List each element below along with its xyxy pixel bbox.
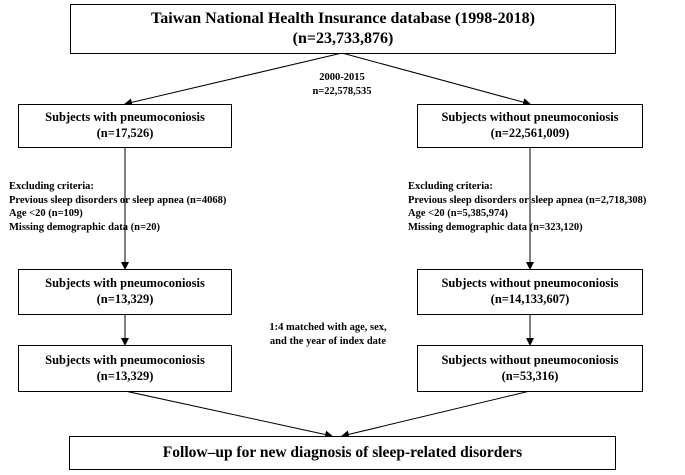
matching-note-line1: 1:4 matched with age, sex, (269, 322, 387, 333)
right-box-2-line1: Subjects without pneumoconiosis (441, 276, 619, 291)
arrow-left-box3-to-bottom (125, 391, 332, 436)
left-exclusion-line1: Previous sleep disorders or sleep apnea (n=4068) (9, 194, 227, 206)
right-exclusion-criteria (408, 180, 646, 235)
left-box-3 (18, 345, 232, 392)
left-box-2-line1: Subjects with pneumoconiosis (45, 276, 205, 291)
left-box-1-line1: Subjects with pneumoconiosis (45, 110, 205, 125)
left-box-2 (18, 269, 232, 315)
bottom-box-line1: Follow–up for new diagnosis of sleep-related disorders (162, 444, 523, 462)
right-box-3-line2: (n=53,316) (501, 368, 559, 383)
right-box-1-line1: Subjects without pneumoconiosis (441, 110, 619, 125)
bottom-box-follow-up (69, 436, 616, 470)
top-box-line1: Taiwan National Health Insurance database (1998-2018) (151, 10, 535, 27)
right-box-3 (417, 345, 643, 392)
right-box-1-line2: (n=22,561,009) (490, 126, 570, 140)
right-box-2-line2: (n=14,133,607) (490, 292, 570, 306)
period-note (280, 71, 404, 98)
period-note-line1: 2000-2015 (319, 72, 365, 83)
right-box-3-line1: Subjects without pneumoconiosis (441, 352, 619, 367)
period-note-line2: n=22,578,535 (312, 85, 372, 97)
arrow-right-box3-to-bottom (342, 391, 530, 436)
top-box-database (70, 4, 616, 54)
left-exclusion-line2: Age <20 (n=109) (9, 208, 83, 220)
right-exclusion-line2: Age <20 (n=5,385,974) (408, 208, 509, 220)
left-exclusion-line3: Missing demographic data (n=20) (9, 221, 160, 233)
left-box-3-line2: (n=13,329) (96, 368, 154, 383)
matching-note (248, 321, 408, 348)
matching-note-line2: and the year of index date (269, 335, 387, 347)
left-box-1 (18, 104, 232, 148)
left-box-2-line2: (n=13,329) (96, 292, 154, 306)
left-exclusion-heading: Excluding criteria: (9, 181, 94, 192)
right-exclusion-line3: Missing demographic data (n=323,120) (408, 221, 583, 233)
right-box-2 (417, 269, 643, 315)
left-box-1-line2: (n=17,526) (96, 126, 154, 140)
right-exclusion-heading: Excluding criteria: (408, 181, 493, 192)
right-exclusion-line1: Previous sleep disorders or sleep apnea (n=2,718,308) (408, 194, 647, 206)
top-box-line2: (n=23,733,876) (292, 30, 394, 47)
left-box-3-line1: Subjects with pneumoconiosis (45, 352, 205, 367)
right-box-1 (417, 104, 643, 148)
left-exclusion-criteria (9, 180, 226, 235)
